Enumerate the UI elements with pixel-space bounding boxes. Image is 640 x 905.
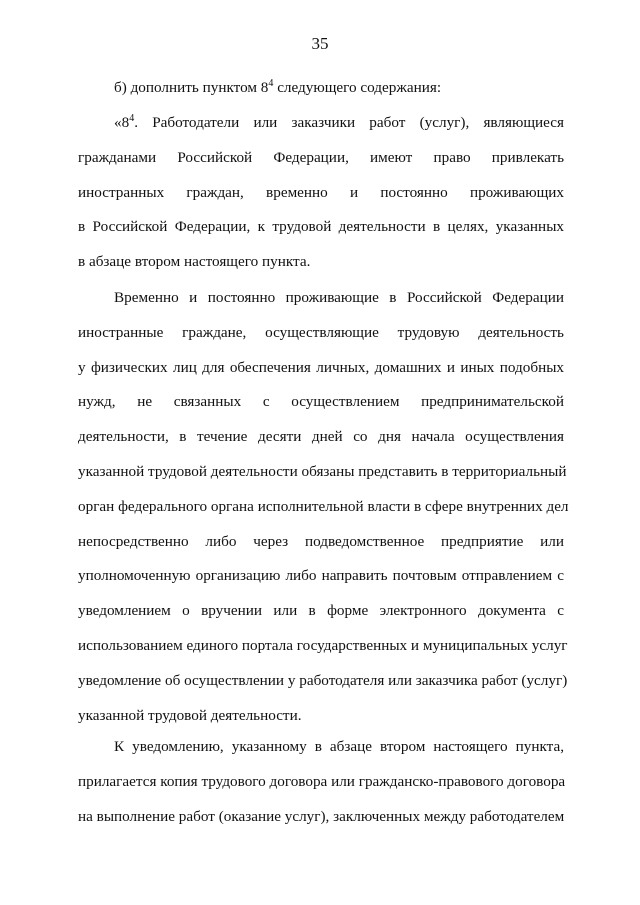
paragraph-line: на выполнение работ (оказание услуг), заключенных между работодателем xyxy=(78,807,565,825)
paragraph-line: в абзаце втором настоящего пункта. xyxy=(78,253,311,271)
paragraph-8-4 xyxy=(78,106,564,280)
paragraph-line: непосредственно либо через подведомственное предприятие или xyxy=(78,532,564,550)
item-b-superscript: 4 xyxy=(268,78,274,89)
item-b-prefix: б) дополнить пунктом 8 xyxy=(114,79,269,96)
para-84-line1-text: . Работодатели или заказчики работ (услуг), являющиеся xyxy=(134,114,564,131)
paragraph-line: у физических лиц для обеспечения личных, домашних и иных подобных xyxy=(78,358,564,376)
paragraph-line: орган федерального органа исполнительной власти в сфере внутренних дел xyxy=(78,497,569,515)
para-84-number: «8 xyxy=(114,114,130,131)
paragraph-notification-duty xyxy=(78,281,569,733)
item-b-paragraph xyxy=(78,71,564,106)
paragraph-line: уведомлением о вручении или в форме электронного документа с xyxy=(78,602,564,620)
paragraph-line xyxy=(78,106,564,141)
paragraph-line: иностранных граждан, временно и постоянно проживающих xyxy=(78,183,564,201)
paragraph-line: уведомление об осуществлении у работодателя или заказчика работ (услуг) xyxy=(78,671,568,689)
paragraph-line: в Российской Федерации, к трудовой деятельности в целях, указанных xyxy=(78,218,564,236)
paragraph-attachment xyxy=(78,730,564,834)
paragraph-line: прилагается копия трудового договора или гражданско-правового договора xyxy=(78,772,566,790)
item-b-suffix: следующего содержания: xyxy=(273,79,442,96)
page-number: 35 xyxy=(311,34,329,53)
paragraph-line: использованием единого портала государственных и муниципальных услуг xyxy=(78,636,568,654)
paragraph-line: иностранные граждане, осуществляющие трудовую деятельность xyxy=(78,323,564,341)
paragraph-line: указанной трудовой деятельности обязаны представить в территориальный xyxy=(78,462,567,480)
paragraph-line: указанной трудовой деятельности. xyxy=(78,706,302,724)
paragraph-line: Временно и постоянно проживающие в Российской Федерации xyxy=(114,289,564,306)
paragraph-line: нужд, не связанных с осуществлением предпринимательской xyxy=(78,393,564,411)
item-b-line xyxy=(78,71,564,106)
paragraph-line: К уведомлению, указанному в абзаце втором настоящего пункта, xyxy=(114,738,564,755)
paragraph-line: гражданами Российской Федерации, имеют право привлекать xyxy=(78,148,564,166)
para-84-superscript: 4 xyxy=(129,113,135,124)
paragraph-line: деятельности, в течение десяти дней со дня начала осуществления xyxy=(78,428,564,446)
paragraph-line: уполномоченную организацию либо направить почтовым отправлением с xyxy=(78,567,564,585)
